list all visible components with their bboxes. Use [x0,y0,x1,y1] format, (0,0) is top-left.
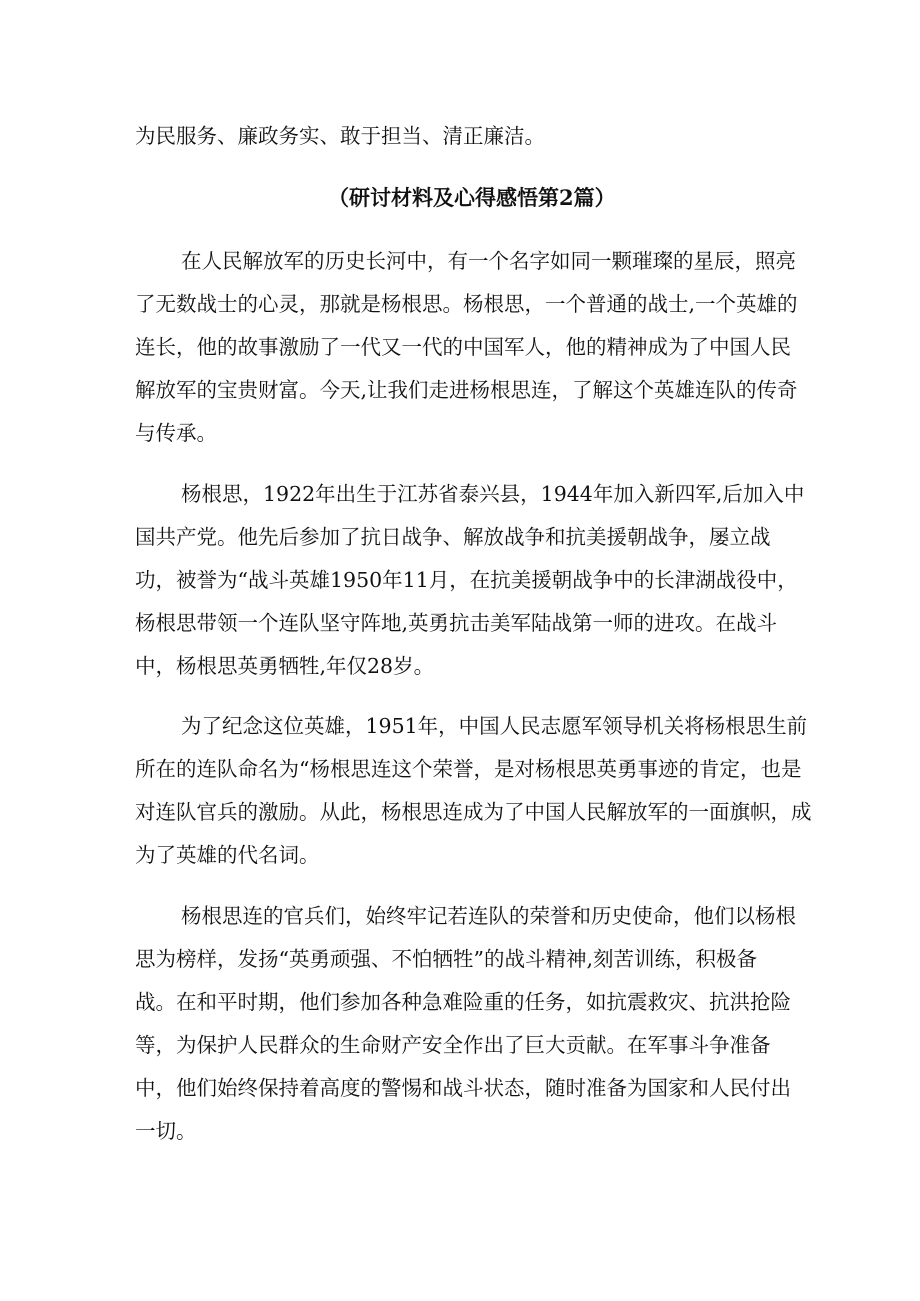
paragraph-line-text: 战。在和平时期，他们参加各种急难险重的任务，如抗震救灾、抗洪抢险 [135,990,791,1014]
paragraph-line [0,370,920,410]
paragraph-line [0,1068,920,1108]
paragraph-line-text: 解放军的宝贵财富。今天,让我们走进杨根思连，了解这个英雄连队的传奇 [135,378,798,402]
paragraph-line [0,835,920,875]
section-title [0,178,920,218]
paragraph-line-text: 杨根思，1922年出生于江苏省泰兴县，1944年加入新四军,后加入中 [181,482,805,506]
paragraph-line [0,603,920,643]
paragraph-line-text: 一切。 [135,1119,197,1143]
paragraph-line-text: 杨根思带领一个连队坚守阵地,英勇抗击美军陆战第一师的进攻。在战斗 [135,611,778,635]
paragraph-line [0,646,920,686]
paragraph-line [0,284,920,324]
paragraph-line-text: 中，他们始终保持着高度的警惕和战斗状态，随时准备为国家和人民付出 [135,1076,791,1100]
lead-line-text: 为民服务、廉政务实、敢于担当、清正廉洁。 [135,124,545,148]
paragraph-line-text: 了无数战士的心灵，那就是杨根思。杨根思，一个普通的战士,一个英雄的 [135,292,798,316]
paragraph-line-text: 在人民解放军的历史长河中，有一个名字如同一颗璀璨的星辰，照亮 [181,249,796,273]
paragraph-line [0,896,920,936]
paragraph-line-text: 功，被誉为“战斗英雄1950年11月，在抗美援朝战争中的长津湖战役中， [135,568,798,592]
section-title-text: （研讨材料及心得感悟第2篇） [328,185,616,210]
paragraph-line-text: 与传承。 [135,421,217,445]
paragraph-line [0,1025,920,1065]
paragraph-line-text: 国共产党。他先后参加了抗日战争、解放战争和抗美援朝战争，屡立战 [135,525,771,549]
paragraph-line [0,792,920,832]
lead-line [0,116,920,156]
paragraph-line [0,939,920,979]
paragraph-line [0,474,920,514]
paragraph-line-text: 杨根思连的官兵们，始终牢记若连队的荣誉和历史使命，他们以杨根 [181,904,796,928]
paragraph-line [0,560,920,600]
paragraph-line-text: 中，杨根思英勇牺牲,年仅28岁。 [135,654,435,678]
paragraph-line-text: 等，为保护人民群众的生命财产安全作出了巨大贡献。在军事斗争准备 [135,1033,771,1057]
paragraph-line [0,517,920,557]
paragraph-line-text: 为了英雄的代名词。 [135,843,320,867]
paragraph-line [0,982,920,1022]
paragraph-line-text: 思为榜样，发扬“英勇顽强、不怕牺牲”的战斗精神,刻苦训练，积极备 [135,947,757,971]
paragraph-line [0,1111,920,1151]
paragraph-line [0,413,920,453]
paragraph-line [0,241,920,281]
paragraph-line-text: 对连队官兵的激励。从此，杨根思连成为了中国人民解放军的一面旗帜，成 [135,800,812,824]
paragraph-line-text: 所在的连队命名为“杨根思连这个荣誉，是对杨根思英勇事迹的肯定，也是 [135,757,802,781]
paragraph-line-text: 为了纪念这位英雄，1951年，中国人民志愿军领导机关将杨根思生前 [181,714,808,738]
paragraph-line-text: 连长，他的故事激励了一代又一代的中国军人，他的精神成为了中国人民 [135,335,791,359]
paragraph-line [0,749,920,789]
paragraph-line [0,327,920,367]
paragraph-line [0,706,920,746]
